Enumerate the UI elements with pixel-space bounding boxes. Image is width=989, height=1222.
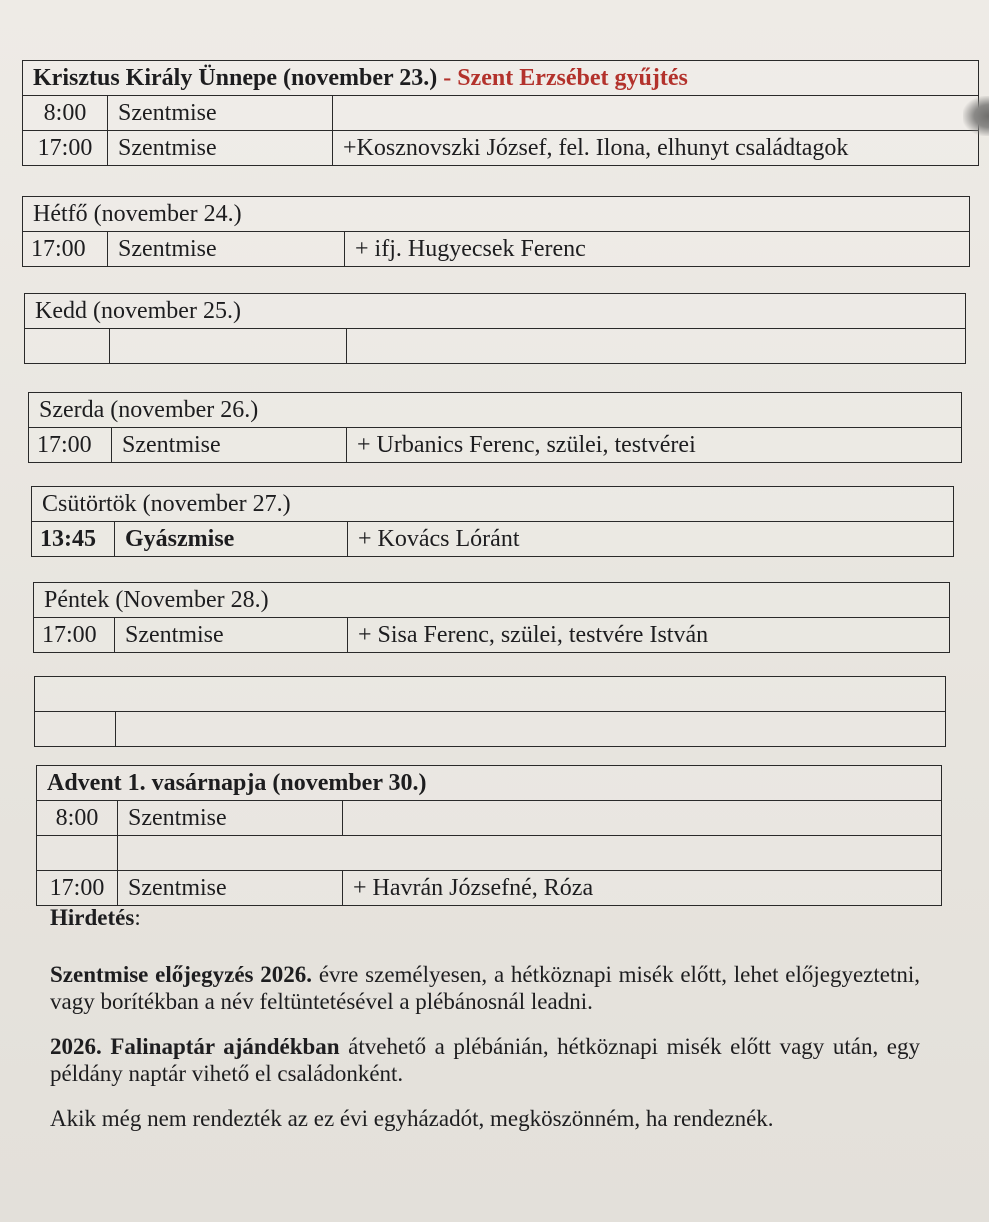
- mass-time: 17:00: [23, 232, 108, 266]
- mass-row: [23, 131, 978, 165]
- mass-intention: +Kosznovszki József, fel. Ilona, elhunyt családtagok: [343, 135, 849, 161]
- announcement-wall-calendar: 2026. Falinaptár ajándékban átvehető a plébánián, hétköznapi misék előtt vagy után, egy példány naptár vihető el családonként.: [50, 1034, 920, 1086]
- mass-row: [25, 329, 965, 363]
- mass-intention: [118, 836, 941, 870]
- mass-time: 8:00: [37, 801, 118, 835]
- day-header: [23, 61, 978, 96]
- mass-type: Szentmise: [108, 232, 345, 266]
- mass-type: Szentmise: [112, 428, 347, 462]
- mass-row: [32, 522, 953, 556]
- schedule-sunday-nov23: [22, 60, 979, 166]
- schedule-monday-nov24: [22, 196, 970, 267]
- mass-row: [35, 712, 945, 746]
- mass-type: Szentmise: [115, 618, 348, 652]
- day-header: Péntek (November 28.): [34, 583, 949, 618]
- mass-row: [37, 836, 941, 871]
- collection-note: Szent Erzsébet gyűjtés: [457, 65, 688, 91]
- mass-intention: + Sisa Ferenc, szülei, testvére István: [358, 622, 709, 648]
- schedule-advent-sunday-nov30: [36, 765, 942, 906]
- feast-title: Krisztus Király Ünnepe (november 23.): [33, 65, 438, 91]
- mass-time: 17:00: [37, 871, 118, 905]
- mass-time: [37, 836, 118, 870]
- announcement-mass-booking: Szentmise előjegyzés 2026. évre személyesen, a hétköznapi misék előtt, lehet előjegyeztetni, vagy borítékban a név feltüntetésével a plébánosnál leadni.: [50, 962, 920, 1014]
- announcement-church-tax: Akik még nem rendezték az ez évi egyházadót, megköszönném, ha rendeznék.: [50, 1106, 774, 1131]
- mass-intention: [347, 329, 965, 363]
- day-header: Kedd (november 25.): [25, 294, 965, 329]
- mass-time: [25, 329, 110, 363]
- mass-time: 17:00: [34, 618, 115, 652]
- mass-row: [37, 801, 941, 836]
- day-header: Advent 1. vasárnapja (november 30.): [37, 766, 941, 801]
- mass-intention: + Urbanics Ferenc, szülei, testvérei: [357, 432, 696, 458]
- mass-type: Szentmise: [118, 871, 343, 905]
- mass-intention: [343, 801, 941, 835]
- mass-type: Gyászmise: [115, 522, 348, 556]
- page-shadow: [963, 96, 989, 136]
- day-header: Szerda (november 26.): [29, 393, 961, 428]
- mass-intention: [116, 712, 945, 746]
- mass-type: Szentmise: [108, 96, 333, 130]
- mass-type: Szentmise: [108, 131, 333, 165]
- day-header: [35, 677, 945, 712]
- mass-intention: + Havrán Józsefné, Róza: [353, 875, 594, 901]
- schedule-friday-nov28: [33, 582, 950, 653]
- mass-row: [37, 871, 941, 905]
- mass-time: 17:00: [29, 428, 112, 462]
- mass-type: [110, 329, 347, 363]
- mass-intention: + Kovács Lóránt: [358, 526, 520, 552]
- mass-row: [23, 96, 978, 131]
- announcements-heading: Hirdetés:: [50, 905, 141, 930]
- schedule-tuesday-nov25: [24, 293, 966, 364]
- day-header: Hétfő (november 24.): [23, 197, 969, 232]
- day-header: Csütörtök (november 27.): [32, 487, 953, 522]
- schedule-thursday-nov27: [31, 486, 954, 557]
- mass-type: Szentmise: [118, 801, 343, 835]
- mass-intention: + ifj. Hugyecsek Ferenc: [355, 236, 586, 262]
- schedule-empty-block: [34, 676, 946, 747]
- announcements: [50, 904, 920, 1132]
- mass-time: 17:00: [23, 131, 108, 165]
- mass-intention: [333, 96, 978, 130]
- title-separator: -: [437, 65, 458, 91]
- mass-time: [35, 712, 116, 746]
- mass-row: [23, 232, 969, 266]
- mass-time: 8:00: [23, 96, 108, 130]
- mass-time: 13:45: [32, 522, 115, 556]
- mass-row: [29, 428, 961, 462]
- mass-row: [34, 618, 949, 652]
- schedule-wednesday-nov26: [28, 392, 962, 463]
